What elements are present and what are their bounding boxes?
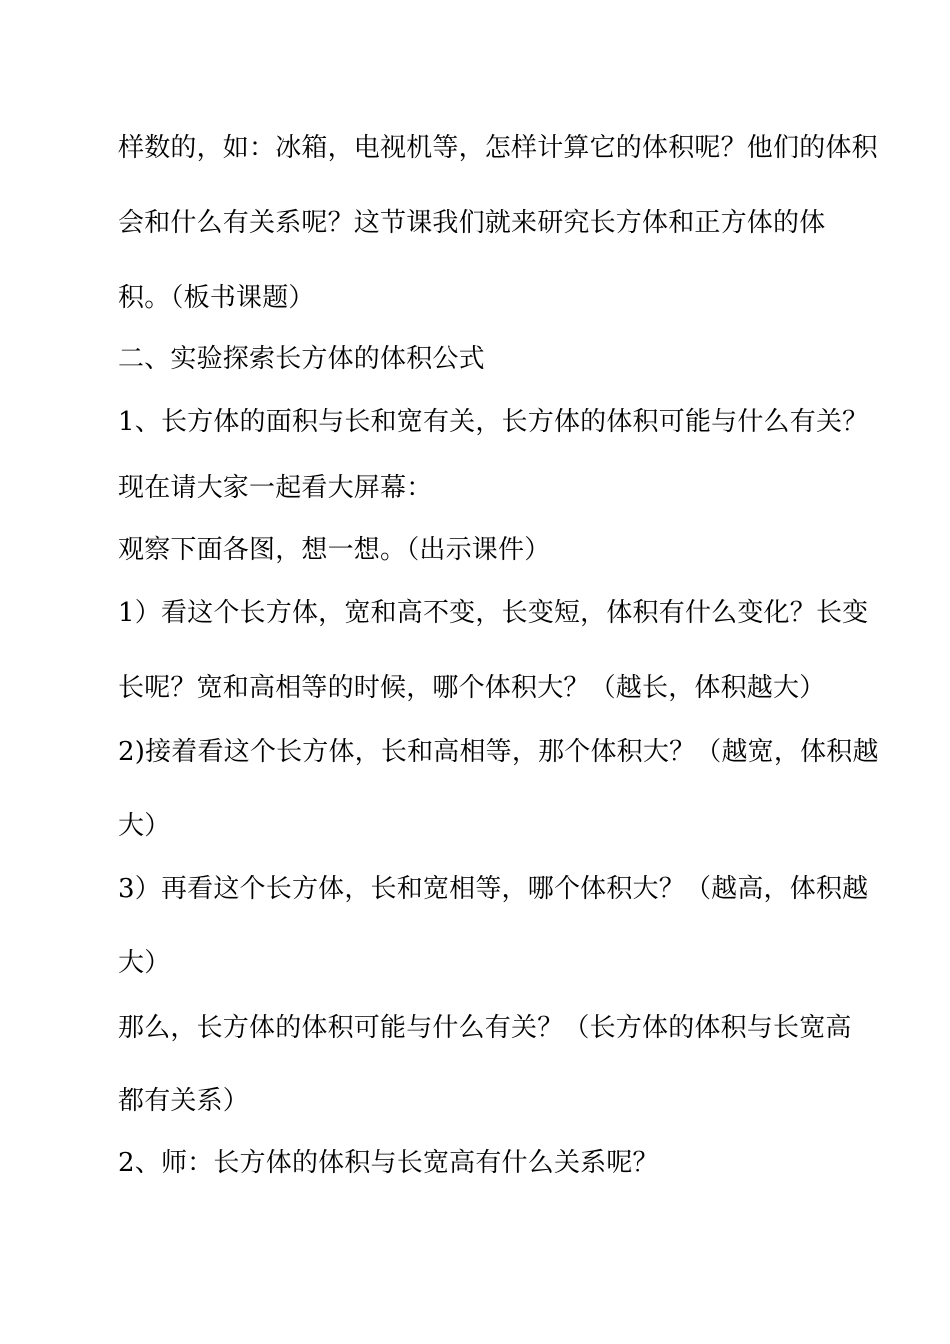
paragraph-line: 大） [118, 948, 171, 978]
paragraph-line: 长呢？宽和高相等的时候，哪个体积大？（越长，体积越大） [118, 673, 826, 703]
paragraph-line: 1）看这个长方体，宽和高不变，长变短，体积有什么变化？长变 [118, 598, 869, 628]
paragraph-line: 积。（板书课题） [118, 283, 315, 313]
paragraph-line: 2)接着看这个长方体，长和高相等，那个体积大？（越宽，体积越 [118, 737, 879, 767]
paragraph-line: 大） [118, 811, 171, 841]
section-heading: 二、实验探索长方体的体积公式 [118, 344, 485, 374]
paragraph-line: 观察下面各图，想一想。（出示课件） [118, 535, 551, 565]
paragraph-line: 会和什么有关系呢？这节课我们就来研究长方体和正方体的体 [118, 208, 826, 238]
paragraph-line: 3）再看这个长方体，长和宽相等，哪个体积大？（越高，体积越 [118, 874, 869, 904]
paragraph-line: 现在请大家一起看大屏幕： [118, 473, 433, 503]
paragraph-line: 都有关系） [118, 1086, 250, 1116]
paragraph-line: 那么，长方体的体积可能与什么有关？（长方体的体积与长宽高 [118, 1013, 852, 1043]
paragraph-line: 样数的，如：冰箱，电视机等，怎样计算它的体积呢？他们的体积 [118, 133, 878, 163]
paragraph-line: 1、长方体的面积与长和宽有关，长方体的体积可能与什么有关？ [118, 407, 869, 437]
paragraph-line: 2、师：长方体的体积与长宽高有什么关系呢？ [118, 1148, 659, 1178]
